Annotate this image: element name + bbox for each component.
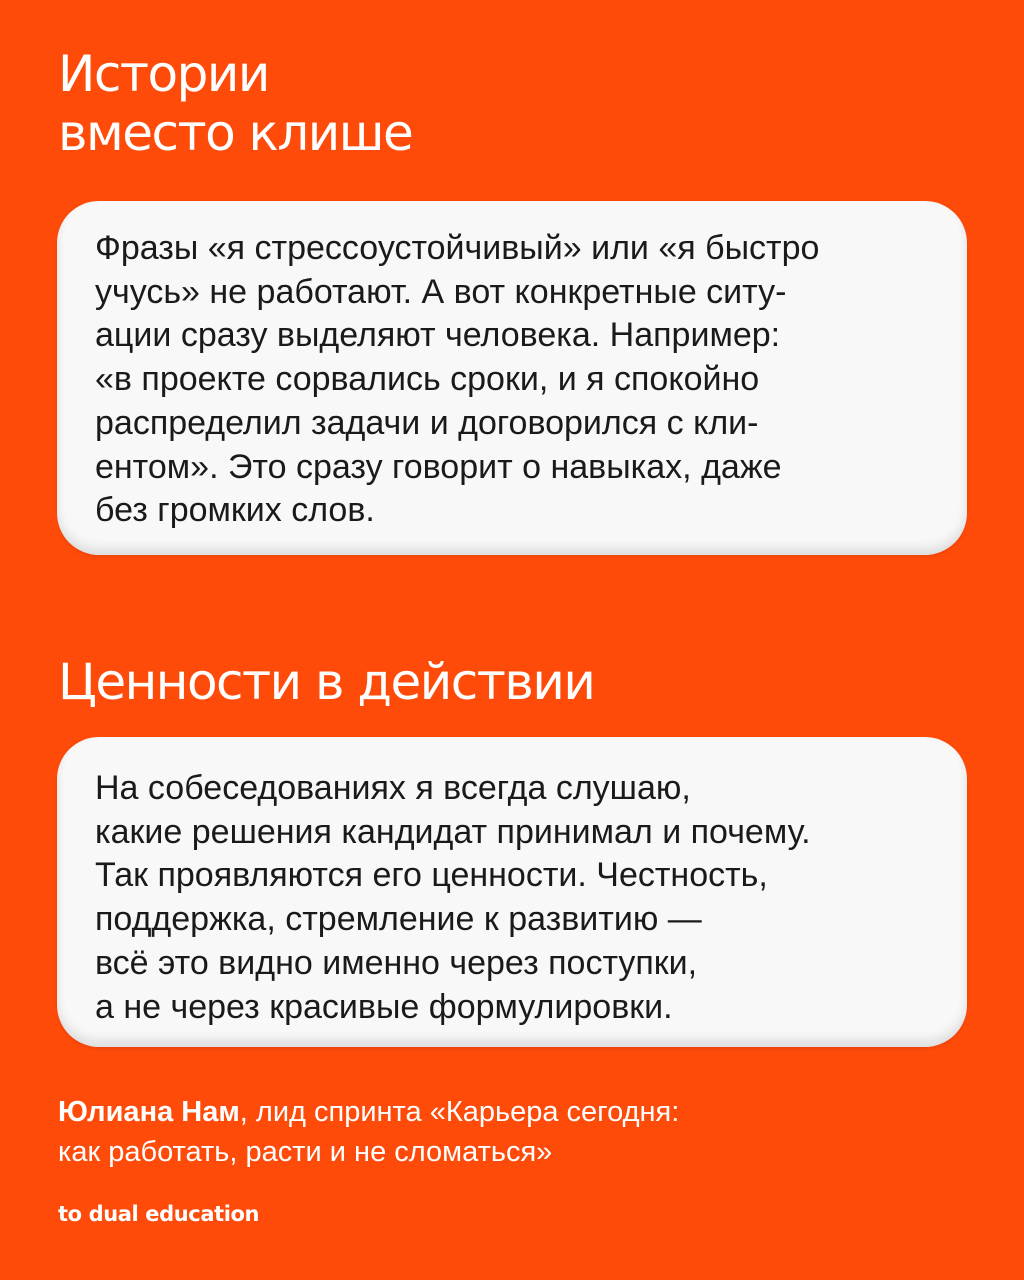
heading-stories-line: вместо клише [58,104,413,162]
values-text-line: какие решения кандидат принимал и почему. [95,812,811,851]
stories-text-line: ентом». Это сразу говорит о навыках, даже [95,447,782,486]
author-name: Юлиана Нам [58,1096,240,1128]
author-role: , лид спринта «Карьера сегодня: [239,1096,680,1128]
values-card-text [95,767,811,1029]
values-text-line: На собеседованиях я всегда слушаю, [95,769,691,807]
attribution-line-2: как работать, расти и не сломаться» [58,1136,553,1168]
stories-card-text [95,227,819,533]
stories-text-line: «в проекте сорвались сроки, и я спокойно [95,360,760,399]
values-text-line: поддержка, стремление к развитию — [95,900,702,939]
attribution [58,1092,679,1172]
values-text-line: Так проявляются его ценности. Честность, [95,856,768,895]
values-text-line: всё это видно именно через поступки, [95,943,698,982]
stories-text-line: ации сразу выделяют человека. Например: [95,316,781,355]
stories-text-line: Фразы «я стрессоустойчивый» или «я быстро [95,229,820,267]
stories-text-line: без громких слов. [95,491,375,530]
values-card [57,737,967,1047]
heading-stories [58,45,412,163]
values-text-line: а не через красивые формулировки. [95,987,673,1026]
attribution-line-1 [58,1092,679,1132]
stories-text-line: учусь» не работают. А вот конкретные ситу- [95,272,787,311]
stories-text-line: распределил задачи и договорился с кли- [95,403,759,442]
stories-card [57,201,967,555]
heading-values: Ценности в действии [58,653,595,711]
brand-logo: to dual education [58,1202,260,1226]
heading-stories-line: Истории [58,45,269,103]
